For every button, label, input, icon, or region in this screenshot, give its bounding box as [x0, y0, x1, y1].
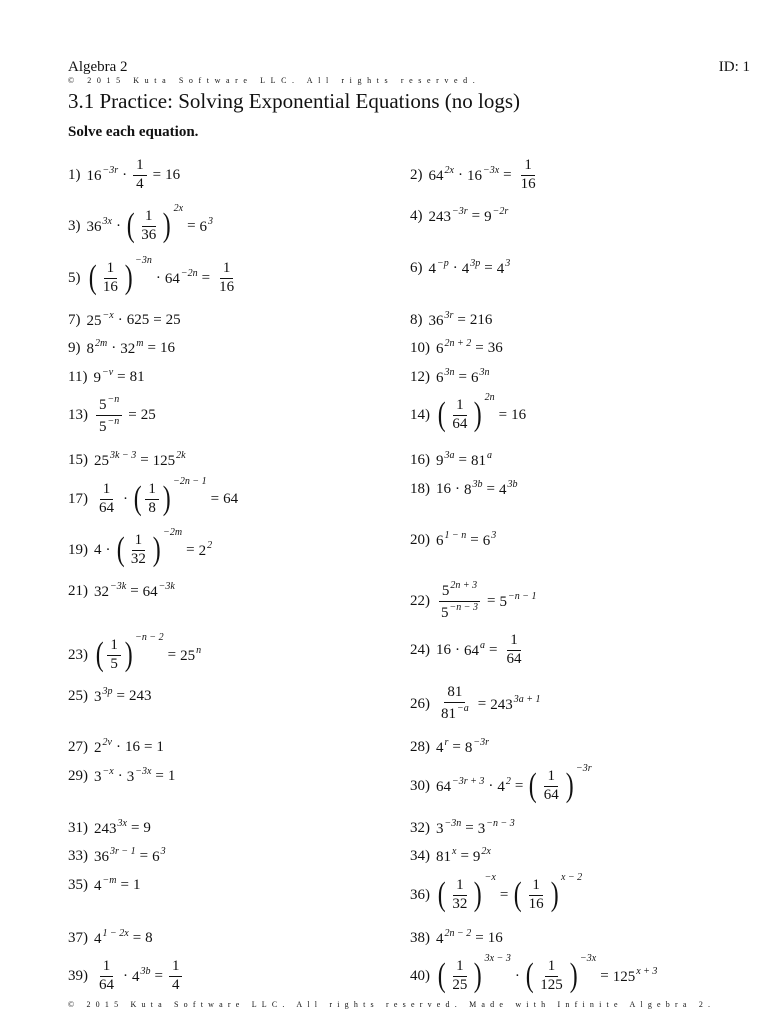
power-term: $4^{3p}$: [461, 258, 481, 277]
power-term: 81$^a$: [470, 450, 492, 469]
equals-sign: =: [460, 847, 469, 864]
problem-item: [410, 391, 527, 433]
problem-item: [68, 631, 202, 673]
problem-number: 8): [410, 311, 423, 328]
equation: [87, 158, 181, 193]
equals-sign: =: [514, 777, 524, 794]
equation: [94, 450, 186, 470]
number: 16: [436, 480, 451, 497]
equals-sign: =: [153, 311, 162, 328]
power-term: $5^{-n - 3}$: [441, 601, 478, 621]
number: 16: [436, 641, 451, 658]
equation: [436, 391, 527, 433]
number: 64: [223, 490, 239, 507]
power-term: $3^{-3n}$: [436, 818, 462, 837]
equals-sign: =: [458, 451, 467, 468]
fraction: $\frac{1}{64}$: [506, 631, 522, 667]
problem-number: 30): [410, 777, 430, 794]
parenthesized-fraction-power: ( $\frac{1}{125}$ ) $^{-3x}$: [525, 952, 597, 994]
equation: [436, 685, 540, 723]
power-term: $8^{3b}$: [464, 479, 483, 498]
equals-sign: =: [130, 582, 139, 599]
power-term: $243^{3x}$: [94, 818, 127, 837]
equals-sign: =: [132, 929, 142, 946]
problem-item: [68, 841, 166, 871]
power-term: $4^3$: [496, 258, 511, 277]
parenthesized-fraction-power: ( $\frac{1}{16}$ ) $^{x - 2}$: [514, 871, 583, 913]
problem-number: 28): [410, 738, 430, 755]
problem-number: 14): [410, 406, 430, 423]
parenthesized-fraction-power: ( $\frac{1}{8}$ ) $^{-2n - 1}$: [133, 475, 207, 517]
problem-item: [68, 761, 175, 791]
problem-number: 29): [68, 767, 88, 784]
equation: [94, 526, 213, 568]
number: 1: [167, 767, 176, 784]
power-term: 4$^r$: [436, 737, 449, 756]
power-term: $6^3$: [199, 216, 214, 235]
equation: [436, 952, 658, 994]
problem-number: 18): [410, 480, 430, 497]
problem-number: 7): [68, 311, 81, 328]
problem-item: [68, 305, 181, 335]
power-term: $5^{-n - 1}$: [499, 591, 537, 610]
number: 81: [129, 368, 145, 385]
equals-sign: =: [152, 166, 162, 183]
power-term: $9^{-2r}$: [484, 206, 509, 225]
equation: [436, 479, 517, 499]
equals-sign: =: [503, 166, 512, 183]
power-term: $3^{-x}$: [94, 766, 114, 785]
problem-item: [410, 253, 510, 283]
equation: [436, 581, 536, 622]
problem-number: 26): [410, 695, 430, 712]
power-term: $4^2$: [497, 776, 511, 795]
problem-number: 11): [68, 368, 88, 385]
power-term: $64^{2x}$: [428, 165, 454, 184]
equals-sign: =: [139, 847, 149, 864]
multiply-sign: ·: [457, 166, 463, 183]
multiply-sign: ·: [117, 767, 123, 784]
fraction: $\frac{1}{16}$: [520, 156, 536, 192]
problem-number: 15): [68, 451, 88, 468]
problem-number: 31): [68, 819, 88, 836]
problem-item: [410, 525, 496, 555]
number: 1: [132, 876, 141, 893]
page-title: 3.1 Practice: Solving Exponential Equations (no logs): [68, 89, 521, 113]
equals-sign: =: [600, 967, 609, 984]
number: 216: [469, 311, 493, 328]
power-term: $125^{2k}$: [152, 450, 186, 469]
worksheet-id: ID: 1: [718, 59, 750, 75]
equals-sign: =: [475, 929, 484, 946]
problem-number: 40): [410, 967, 430, 984]
equals-sign: =: [487, 592, 496, 609]
power-term: $125^{x + 3}$: [612, 966, 658, 985]
fraction: $\frac{1}{8}$: [145, 482, 159, 517]
equation: [94, 875, 140, 895]
power-term: $8^{-3r}$: [464, 737, 490, 756]
power-term: $3^{-n - 3}$: [477, 818, 515, 837]
power-term: $2^2$: [198, 540, 213, 559]
parenthesized-fraction-power: ( $\frac{1}{32}$ ) $^{-x}$: [437, 871, 496, 913]
problem-item: [410, 684, 541, 722]
multiply-sign: ·: [455, 480, 460, 497]
power-term: 81$^x$: [436, 846, 457, 865]
problem-number: 36): [410, 886, 430, 903]
problem-item: [68, 156, 181, 192]
equals-sign: =: [140, 451, 149, 468]
equals-sign: =: [155, 767, 164, 784]
equals-sign: =: [484, 259, 493, 276]
power-term: $36^{3r}$: [428, 310, 454, 329]
copyright-notice: © 2015 Kuta Software LLC. All rights reserved.: [68, 76, 481, 85]
fraction: $\frac{1}{64}$: [452, 396, 468, 432]
fraction: $\frac{1}{4}$: [133, 158, 147, 193]
multiply-sign: ·: [155, 269, 161, 286]
equals-sign: =: [475, 339, 484, 356]
problem-number: 23): [68, 646, 88, 663]
equation: [86, 202, 214, 244]
multiply-sign: ·: [123, 967, 128, 984]
power-term: $6^3$: [482, 530, 497, 549]
power-term: $4^{3b}$: [498, 479, 518, 498]
problem-item: [68, 576, 175, 606]
fraction: $\frac{1}{36}$: [141, 207, 157, 243]
power-term: $5^{-n}$: [99, 393, 120, 413]
number: 16: [487, 929, 503, 946]
equals-sign: =: [117, 368, 126, 385]
problem-item: [68, 445, 186, 475]
equation: [87, 254, 240, 296]
equation: [94, 959, 184, 994]
equation: [436, 871, 583, 913]
problem-item: [410, 871, 583, 913]
multiply-sign: ·: [122, 166, 128, 183]
fraction: $\frac{1}{16}$: [102, 259, 118, 295]
equals-sign: =: [458, 368, 467, 385]
equals-sign: =: [128, 406, 137, 423]
equation: [94, 818, 151, 838]
number: 16: [511, 406, 527, 423]
problem-number: 19): [68, 541, 88, 558]
problem-item: [410, 952, 658, 994]
power-term: $25^{3k - 3}$: [94, 450, 137, 469]
power-term: $16^{-3r}$: [86, 165, 119, 184]
power-term: $6^{3n}$: [436, 367, 455, 386]
problem-item: [410, 923, 503, 953]
multiply-sign: ·: [117, 311, 123, 328]
problem-item: [68, 393, 156, 435]
power-term: $36^{3x}$: [86, 216, 112, 235]
number: 25: [165, 311, 181, 328]
power-term: $16^{-3x}$: [466, 165, 500, 184]
equals-sign: =: [489, 641, 498, 658]
equation: [94, 766, 175, 786]
course-name: Algebra 2: [68, 59, 128, 75]
equals-sign: =: [210, 490, 220, 507]
problem-item: [410, 762, 592, 804]
footer-copyright: © 2015 Kuta Software LLC. All rights reserved. Made with Infinite Algebra 2.: [68, 1000, 716, 1009]
equals-sign: =: [186, 541, 195, 558]
power-term: $2^{2v}$: [94, 737, 112, 756]
number: 625: [126, 311, 150, 328]
number: 25: [140, 406, 156, 423]
multiply-sign: ·: [488, 777, 494, 794]
problem-number: 37): [68, 929, 88, 946]
power-term: $4^{1 - 2x}$: [94, 928, 129, 947]
problem-item: [68, 681, 151, 711]
parenthesized-fraction-power: ( $\frac{1}{64}$ ) $^{2n}$: [437, 391, 495, 433]
equals-sign: =: [452, 738, 461, 755]
fraction: $\frac{1}{125}$: [540, 957, 563, 993]
equation: [436, 928, 503, 948]
equals-sign: =: [477, 695, 487, 712]
parenthesized-fraction-power: ( $\frac{1}{32}$ ) $^{-2m}$: [116, 526, 183, 568]
problem-number: 4): [410, 207, 423, 224]
problem-item: [410, 201, 508, 231]
equation: [94, 395, 156, 436]
problem-number: 5): [68, 269, 81, 286]
fraction: $\frac{1}{5}$: [107, 638, 121, 673]
parenthesized-fraction-power: ( $\frac{1}{36}$ ) $^{2x}$: [126, 202, 184, 244]
power-term: $32^{-3k}$: [94, 581, 127, 600]
problem-number: 1): [68, 166, 81, 183]
fraction: $\frac{1}{64}$: [99, 957, 114, 993]
problem-number: 27): [68, 738, 88, 755]
power-term: $243^{3a + 1}$: [490, 694, 541, 713]
power-term: $25^{-x}$: [86, 310, 114, 329]
power-term: 25$^n$: [180, 645, 202, 664]
power-term: $4^{2n - 2}$: [436, 928, 472, 947]
equation: [429, 158, 541, 193]
problem-number: 2): [410, 166, 423, 183]
number: 1: [156, 738, 164, 755]
power-term: $4^{-m}$: [94, 875, 117, 894]
power-term: $5^{-n}$: [99, 415, 120, 435]
equals-sign: =: [201, 269, 211, 286]
equals-sign: =: [120, 876, 129, 893]
equals-sign: =: [470, 531, 479, 548]
equals-sign: =: [498, 406, 508, 423]
equation: [436, 450, 492, 470]
fraction: $\frac{1}{16}$: [219, 259, 235, 295]
equals-sign: =: [465, 819, 474, 836]
equation: [94, 631, 202, 673]
equals-sign: =: [167, 646, 177, 663]
number: 16: [165, 166, 181, 183]
problem-number: 21): [68, 582, 88, 599]
multiply-sign: ·: [455, 641, 460, 658]
fraction: $\frac{81}{81^{-a}}$: [441, 684, 469, 722]
problem-item: [68, 923, 153, 953]
equation: [436, 762, 592, 804]
problem-item: [410, 474, 517, 504]
equals-sign: =: [187, 217, 196, 234]
problem-number: 32): [410, 819, 430, 836]
equation: [94, 581, 175, 601]
equation: [94, 846, 166, 866]
problem-item: [410, 631, 526, 667]
equals-sign: =: [457, 311, 466, 328]
power-term: $9^{2x}$: [472, 846, 491, 865]
multiply-sign: ·: [514, 967, 520, 984]
fraction: $\frac{1}{16}$: [528, 876, 544, 912]
problem-number: 9): [68, 339, 81, 356]
problem-item: [410, 305, 492, 335]
equation: [94, 928, 153, 948]
problem-number: 38): [410, 929, 430, 946]
fraction: $\frac{1}{64}$: [543, 767, 559, 803]
parenthesized-fraction-power: ( $\frac{1}{25}$ ) $^{3x - 3}$: [437, 952, 511, 994]
power-term: $6^{1 - n}$: [436, 530, 467, 549]
equation: [429, 310, 493, 330]
parenthesized-fraction-power: ( $\frac{1}{64}$ ) $^{-3r}$: [529, 762, 592, 804]
problem-item: [410, 732, 489, 762]
equation: [436, 737, 489, 757]
parenthesized-fraction-power: ( $\frac{1}{5}$ ) $^{-n - 2}$: [95, 631, 164, 673]
power-term: $6^{2n + 2}$: [436, 338, 472, 357]
power-term: $36^{3r - 1}$: [94, 846, 136, 865]
problem-item: [68, 333, 175, 363]
equation: [94, 475, 239, 517]
problem-number: 39): [68, 967, 88, 984]
problem-number: 25): [68, 687, 88, 704]
power-term: $4^{-p}$: [428, 258, 449, 277]
problem-item: [68, 870, 140, 900]
fraction: $\frac{1}{32}$: [130, 531, 146, 567]
equals-sign: =: [147, 339, 156, 356]
problem-number: 10): [410, 339, 430, 356]
equals-sign: =: [130, 819, 140, 836]
fraction: [96, 395, 122, 436]
power-term: $81^{-a}$: [441, 703, 469, 722]
equation: [93, 367, 144, 387]
problem-item: [68, 254, 239, 296]
problem-item: [68, 202, 214, 244]
equals-sign: =: [486, 480, 495, 497]
problem-number: 35): [68, 876, 88, 893]
problem-number: 20): [410, 531, 430, 548]
equation: [429, 206, 509, 226]
problem-item: [410, 333, 503, 363]
fraction: $\frac{1}{25}$: [452, 957, 468, 993]
power-term: $3^{3p}$: [94, 686, 113, 705]
equals-sign: =: [116, 687, 125, 704]
instructions: Solve each equation.: [68, 124, 199, 140]
equation: [94, 737, 164, 757]
problem-number: 17): [68, 490, 88, 507]
number: 9: [143, 819, 151, 836]
power-term: $4^{3b}$: [132, 966, 151, 985]
problem-item: [410, 579, 537, 621]
problem-number: 6): [410, 259, 423, 276]
problem-number: 24): [410, 641, 430, 658]
equation: [94, 686, 151, 706]
fraction: $\frac{1}{64}$: [99, 480, 114, 516]
equation: [87, 310, 181, 330]
equation: [436, 818, 515, 838]
power-term: $6^3$: [152, 846, 166, 865]
problem-number: 3): [68, 217, 81, 234]
problem-item: [68, 957, 184, 993]
number: 4: [94, 541, 102, 558]
problem-item: [68, 732, 164, 762]
equation: [436, 338, 503, 358]
problem-item: [410, 445, 492, 475]
equals-sign: =: [499, 886, 509, 903]
power-term: $9^{-v}$: [93, 367, 114, 386]
problem-item: [68, 813, 151, 843]
equation: [436, 633, 526, 668]
power-term: $64^{-2n}$: [164, 268, 198, 287]
number: 16: [124, 738, 140, 755]
number: 243: [128, 687, 152, 704]
power-term: $64^{-3r + 3}$: [436, 776, 485, 795]
number: 36: [487, 339, 503, 356]
power-term: $243^{-3r}$: [428, 206, 468, 225]
multiply-sign: ·: [115, 738, 121, 755]
problem-number: 22): [410, 592, 430, 609]
equals-sign: =: [143, 738, 153, 755]
equation: [436, 530, 496, 550]
power-term: 32$^m$: [120, 338, 144, 357]
problem-item: [410, 841, 491, 871]
problem-item: [410, 813, 515, 843]
equation: [436, 846, 491, 866]
number: 16: [159, 339, 175, 356]
fraction: $\frac{1}{4}$: [169, 959, 183, 994]
problem-number: 34): [410, 847, 430, 864]
equation: [429, 258, 511, 278]
equals-sign: =: [471, 207, 481, 224]
power-term: $64^{-3k}$: [142, 581, 175, 600]
fraction: $\frac{1}{32}$: [452, 876, 468, 912]
multiply-sign: ·: [123, 490, 128, 507]
multiply-sign: ·: [452, 259, 458, 276]
power-term: 64$^a$: [464, 640, 485, 659]
multiply-sign: ·: [115, 217, 121, 234]
equation: [436, 367, 489, 387]
multiply-sign: ·: [111, 339, 117, 356]
power-term: $6^{3n}$: [470, 367, 490, 386]
equals-sign: =: [154, 967, 163, 984]
problem-number: 16): [410, 451, 430, 468]
power-term: $8^{2m}$: [86, 338, 108, 357]
parenthesized-fraction-power: ( $\frac{1}{16}$ ) $^{-3n}$: [88, 254, 152, 296]
problem-number: 13): [68, 406, 88, 423]
problem-item: [410, 362, 489, 392]
problem-item: [68, 475, 239, 517]
power-term: $9^{3a}$: [436, 450, 455, 469]
multiply-sign: ·: [105, 541, 111, 558]
power-term: $3^{-3x}$: [126, 766, 152, 785]
fraction: [438, 581, 481, 622]
problem-item: [68, 526, 213, 568]
equation: [87, 338, 175, 358]
problem-number: 12): [410, 368, 430, 385]
problem-item: [68, 362, 145, 392]
problem-item: [410, 156, 541, 192]
number: 8: [145, 929, 153, 946]
problem-number: 33): [68, 847, 88, 864]
power-term: $5^{2n + 3}$: [441, 579, 478, 599]
